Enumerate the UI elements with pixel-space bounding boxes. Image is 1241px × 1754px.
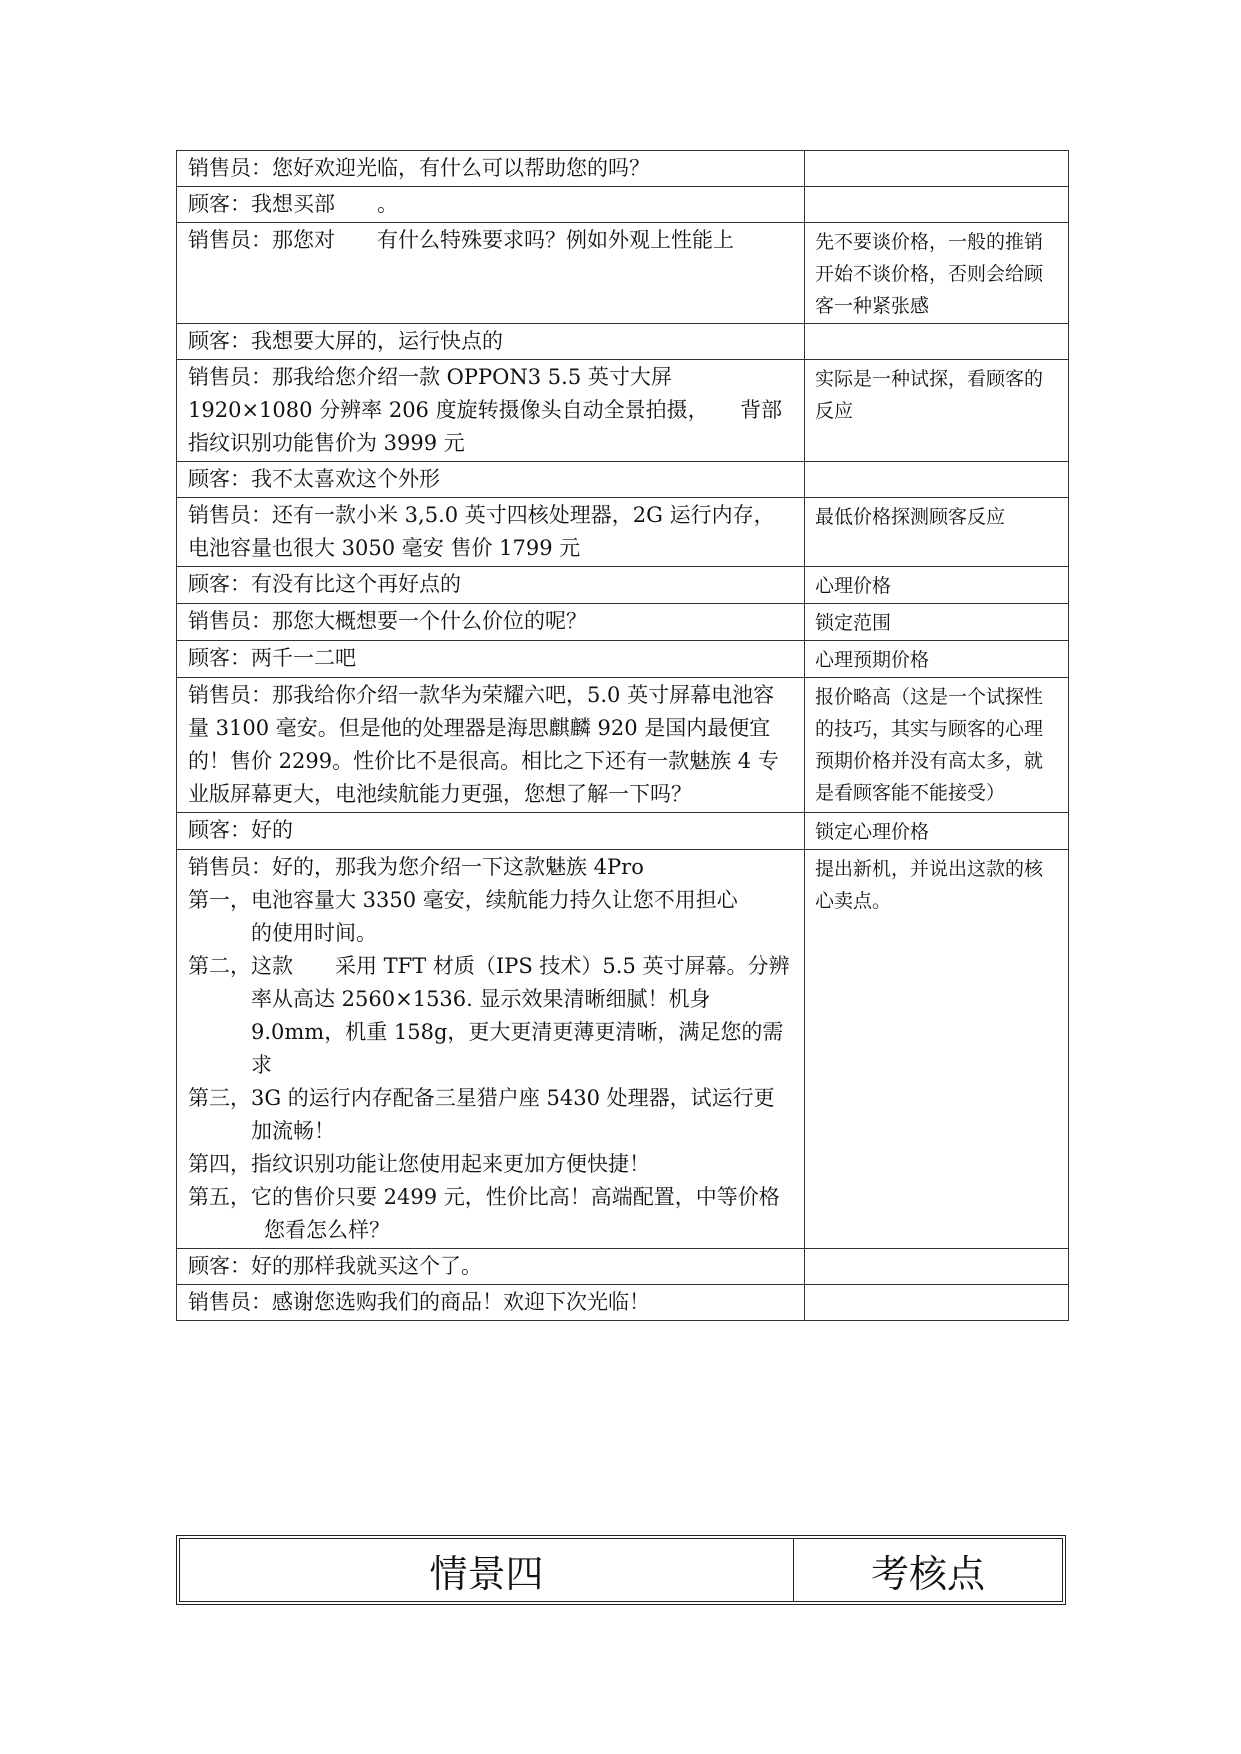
selling-point-text: 这款 采用 TFT 材质（IPS 技术）5.5 英寸屏幕。分辨率从高达 2560×1536. 显示效果清晰细腻！机身 9.0mm，机重 158g，更大更清更薄更清晰，满足您的需求 [251,954,790,1077]
assessment-points-header: 考核点 [870,1551,985,1596]
product-detail [177,850,805,1249]
dialogue-text: 顾客：好的 [177,813,805,850]
dialogue-row [177,324,1069,360]
dialogue-row [177,604,1069,641]
dialogue-note: 实际是一种试探，看顾客的反应 [805,360,1069,462]
dialogue-row [177,813,1069,850]
dialogue-row [177,641,1069,678]
dialogue-note: 锁定范围 [805,604,1069,641]
dialogue-note: 先不要谈价格，一般的推销开始不谈价格，否则会给顾客一种紧张感 [805,223,1069,324]
dialogue-table [176,150,1069,1321]
selling-point [188,1148,795,1181]
dialogue-text: 顾客：好的那样我就买这个了。 [177,1249,805,1285]
dialogue-text: 销售员：那您大概想要一个什么价位的呢？ [177,604,805,641]
dialogue-text: 销售员：那我给你介绍一款华为荣耀六吧，5.0 英寸屏幕电池容量 3100 毫安。但是他的处理器是海思麒麟 920 是国内最便宜的！售价 2299。性价比不是很高。相比之下还有一款魅族 4 专业版屏幕更大，电池续航能力更强，您想了解一下吗？ [177,678,805,813]
dialogue-note [805,151,1069,187]
dialogue-text: 顾客：两千一二吧 [177,641,805,678]
dialogue-text: 销售员：感谢您选购我们的商品！欢迎下次光临！ [177,1285,805,1321]
dialogue-text: 销售员：还有一款小米 3,5.0 英寸四核处理器，2G 运行内存，电池容量也很大 3050 毫安 售价 1799 元 [177,498,805,567]
dialogue-row-detail [177,850,1069,1249]
dialogue-row [177,151,1069,187]
selling-point-label: 第五， [188,1185,251,1209]
dialogue-text: 顾客：我不太喜欢这个外形 [177,462,805,498]
selling-point [188,950,795,1082]
dialogue-note [805,324,1069,360]
dialogue-row [177,1285,1069,1321]
dialogue-text: 销售员：那您对 有什么特殊要求吗？例如外观上性能上 [177,223,805,324]
dialogue-note: 心理预期价格 [805,641,1069,678]
dialogue-note: 锁定心理价格 [805,813,1069,850]
selling-point-text: 它的售价只要 2499 元，性价比高！高端配置，中等价格 [251,1185,780,1209]
dialogue-text: 顾客：有没有比这个再好点的 [177,567,805,604]
selling-point [188,1181,795,1214]
selling-point [188,1082,795,1148]
dialogue-note [805,462,1069,498]
selling-point-text: 电池容量大 3350 毫安，续航能力持久让您不用担心 的使用时间。 [251,888,780,945]
selling-point-text: 指纹识别功能让您使用起来更加方便快捷！ [251,1152,650,1176]
dialogue-note: 最低价格探测顾客反应 [805,498,1069,567]
dialogue-text: 顾客：我想要大屏的，运行快点的 [177,324,805,360]
dialogue-text: 顾客：我想买部 。 [177,187,805,223]
dialogue-row [177,223,1069,324]
scene-header-table [176,1535,1066,1605]
dialogue-text: 销售员：那我给您介绍一款 OPPON3 5.5 英寸大屏 1920×1080 分辨率 206 度旋转摄像头自动全景拍摄， 背部指纹识别功能售价为 3999 元 [177,360,805,462]
selling-point-label: 第一， [188,888,251,912]
dialogue-row [177,462,1069,498]
dialogue-row [177,360,1069,462]
detail-closing: 您看怎么样？ [264,1218,390,1242]
dialogue-row [177,498,1069,567]
dialogue-note: 提出新机，并说出这款的核心卖点。 [805,850,1069,1249]
dialogue-row [177,1249,1069,1285]
selling-point-label: 第四， [188,1152,251,1176]
selling-point-label: 第三， [188,1086,251,1110]
dialogue-note: 报价略高（这是一个试探性的技巧，其实与顾客的心理预期价格并没有高太多，就是看顾客能不能接受） [805,678,1069,813]
dialogue-note: 心理价格 [805,567,1069,604]
dialogue-note [805,187,1069,223]
selling-point-label: 第二， [188,954,251,978]
dialogue-row [177,678,1069,813]
dialogue-row [177,187,1069,223]
dialogue-note [805,1249,1069,1285]
detail-intro: 销售员：好的，那我为您介绍一下这款魅族 4Pro [188,855,644,879]
dialogue-text: 销售员：您好欢迎光临，有什么可以帮助您的吗？ [177,151,805,187]
selling-point [188,884,795,950]
dialogue-row [177,567,1069,604]
selling-point-text: 3G 的运行内存配备三星猎户座 5430 处理器，试运行更加流畅！ [251,1086,775,1143]
dialogue-note [805,1285,1069,1321]
scene-title: 情景四 [180,1539,794,1601]
